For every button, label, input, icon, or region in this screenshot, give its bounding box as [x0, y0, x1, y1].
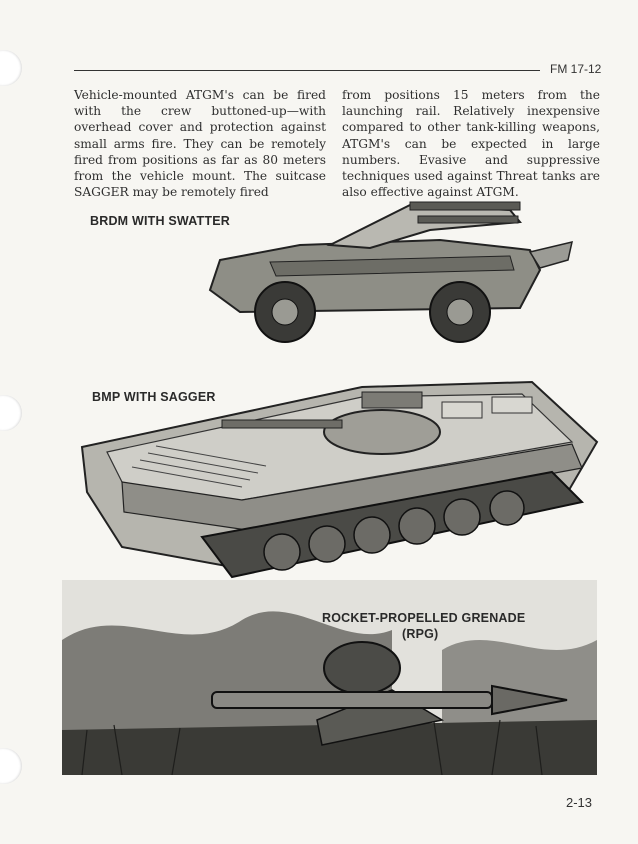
brdm-swatter-illustration — [180, 190, 580, 350]
brdm-caption: BRDM WITH SWATTER — [90, 214, 230, 228]
rpg-caption-line2: (RPG) — [402, 627, 439, 641]
punch-hole-middle — [0, 395, 22, 431]
header-rule — [74, 70, 540, 71]
text-column-right: from positions 15 meters from the launching rail. Relatively inexpensive compared to other tank-killing weapons, ATGM's can be expected in large numbers. Evasive and suppressive techniques used against Threat tanks are also effective against ATGM. — [342, 88, 600, 200]
bmp-sagger-illustration — [62, 372, 607, 612]
bmp-caption: BMP WITH SAGGER — [92, 390, 216, 404]
rpg-illustration — [62, 580, 597, 775]
punch-hole-top — [0, 50, 22, 86]
punch-hole-bottom — [0, 748, 22, 784]
text-column-left: Vehicle-mounted ATGM's can be fired with the crew buttoned-up—with overhead cover and protection against small arms fire. They can be remotely fired from positions as far as 80 meters from the vehicle mount. The suitcase SAGGER may be remotely fired — [74, 88, 326, 200]
rpg-caption-line1: ROCKET-PROPELLED GRENADE — [322, 611, 526, 625]
manual-id: FM 17-12 — [550, 62, 602, 76]
page-number: 2-13 — [565, 795, 592, 810]
